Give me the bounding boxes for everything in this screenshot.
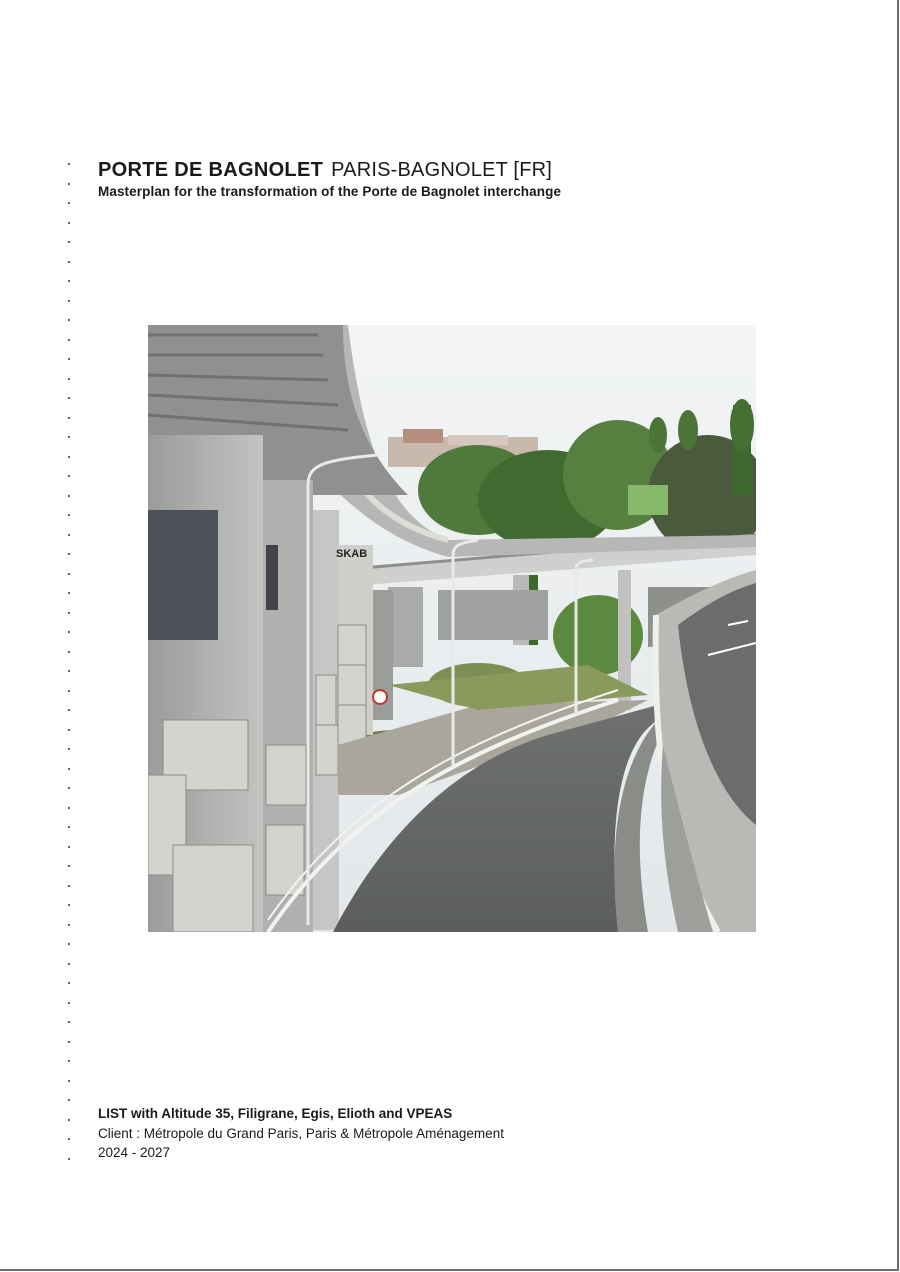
rail-dot <box>68 1158 70 1160</box>
rail-dot <box>68 339 70 341</box>
interchange-photo <box>148 325 756 932</box>
rail-dot <box>68 1080 70 1082</box>
rail-dot <box>68 241 70 243</box>
rail-dot <box>68 514 70 516</box>
rail-dot <box>68 1099 70 1101</box>
rail-dot <box>68 183 70 185</box>
rail-dot <box>68 319 70 321</box>
project-years: 2024 - 2027 <box>98 1145 171 1160</box>
rail-dot <box>68 631 70 633</box>
rail-dot <box>68 709 70 711</box>
rail-dot <box>68 924 70 926</box>
rail-dot <box>68 865 70 867</box>
rail-dot <box>68 885 70 887</box>
rail-dot <box>68 1060 70 1062</box>
rail-dot <box>68 417 70 419</box>
rail-dot <box>68 202 70 204</box>
project-title: PORTE DE BAGNOLET <box>98 159 324 181</box>
graffiti-tag: SKAB <box>336 548 368 560</box>
rail-dot <box>68 261 70 263</box>
rail-dot <box>68 436 70 438</box>
rail-dot <box>68 787 70 789</box>
rail-dot <box>68 807 70 809</box>
rail-dot <box>68 768 70 770</box>
rail-dot <box>68 963 70 965</box>
rail-dot <box>68 690 70 692</box>
rail-dot <box>68 495 70 497</box>
rail-dot <box>68 612 70 614</box>
project-header <box>98 158 561 199</box>
rail-dot <box>68 651 70 653</box>
rail-dot <box>68 1119 70 1121</box>
rail-dot <box>68 397 70 399</box>
rail-dot <box>68 573 70 575</box>
rail-dot <box>68 982 70 984</box>
rail-dot <box>68 163 70 165</box>
project-client: Client : Métropole du Grand Paris, Paris & Métropole Aménagement <box>98 1125 504 1141</box>
rail-dot <box>68 553 70 555</box>
project-location: PARIS-BAGNOLET [FR] <box>331 159 553 181</box>
rail-dot <box>68 592 70 594</box>
dot-rail <box>66 163 74 1163</box>
rail-dot <box>68 475 70 477</box>
rail-dot <box>68 904 70 906</box>
project-subtitle: Masterplan for the transformation of the Porte de Bagnolet interchange <box>98 184 562 199</box>
rail-dot <box>68 358 70 360</box>
rail-dot <box>68 1138 70 1140</box>
project-credits: LIST with Altitude 35, Filigrane, Egis, Elioth and VPEAS <box>98 1106 453 1121</box>
rail-dot <box>68 846 70 848</box>
rail-dot <box>68 280 70 282</box>
rail-dot <box>68 670 70 672</box>
rail-dot <box>68 222 70 224</box>
title-line <box>98 158 561 182</box>
rail-dot <box>68 943 70 945</box>
rail-dot <box>68 729 70 731</box>
project-footer <box>98 1104 504 1163</box>
rail-dot <box>68 1041 70 1043</box>
rail-dot <box>68 826 70 828</box>
rail-dot <box>68 1021 70 1023</box>
rail-dot <box>68 378 70 380</box>
rail-dot <box>68 534 70 536</box>
rail-dot <box>68 456 70 458</box>
rail-dot <box>68 300 70 302</box>
rail-dot <box>68 748 70 750</box>
rail-dot <box>68 1002 70 1004</box>
